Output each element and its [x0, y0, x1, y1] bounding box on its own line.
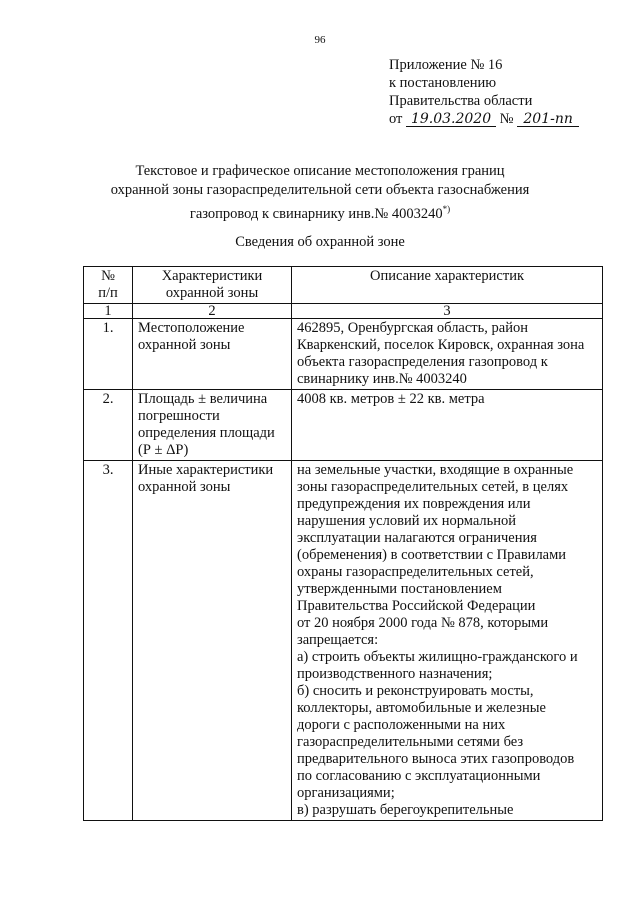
appendix-title: Приложение № 16 — [389, 57, 503, 73]
description-line: по согласованию с эксплуатационными — [297, 768, 541, 784]
header-number — [84, 267, 133, 304]
row-description — [292, 319, 603, 390]
table-row — [84, 461, 603, 821]
from-label: от — [389, 111, 403, 127]
column-number-3: 3 — [292, 304, 603, 319]
description-line: свинарнику инв.№ 4003240 — [297, 371, 467, 387]
row-index: 2. — [84, 390, 133, 461]
row-index: 1. — [84, 319, 133, 390]
description-line: организациями; — [297, 785, 395, 801]
description-line: предупреждения их повреждения или — [297, 496, 531, 512]
table-row — [84, 319, 603, 390]
characteristic-line: погрешности — [138, 408, 220, 424]
description-line: 462895, Оренбургская область, район — [297, 320, 528, 336]
row-characteristic — [133, 390, 292, 461]
description-line: производственного назначения; — [297, 666, 493, 682]
protection-zone-table — [83, 266, 603, 821]
description-line: от 20 ноября 2000 года № 878, которыми — [297, 615, 549, 631]
number-label: № — [499, 111, 514, 127]
column-number-row — [84, 304, 603, 319]
description-line: запрещается: — [297, 632, 379, 648]
description-line: предварительного выноса этих газопроводов — [297, 751, 575, 767]
row-characteristic — [133, 461, 292, 821]
characteristic-line: Местоположение — [138, 320, 245, 336]
column-number-1: 1 — [84, 304, 133, 319]
description-line: Правительства Российской Федерации — [297, 598, 536, 614]
header-number-line-2: п/п — [98, 285, 118, 301]
description-line: а) строить объекты жилищно-гражданского и — [297, 649, 578, 665]
description-line: дороги с расположенными на них — [297, 717, 506, 733]
description-line: Кваркенский, поселок Кировск, охранная зона — [297, 337, 585, 353]
description-line: охраны газораспределительных сетей, — [297, 564, 534, 580]
title-line-3 — [60, 200, 580, 224]
header-characteristics-line-1: Характеристики — [161, 268, 263, 284]
row-index: 3. — [84, 461, 133, 821]
description-line: объекта газораспределения газопровод к — [297, 354, 548, 370]
header-characteristics — [133, 267, 292, 304]
description-line: утвержденными постановлением — [297, 581, 502, 597]
appendix-date-line — [389, 110, 579, 128]
description-line: газораспределительными сетями без — [297, 734, 524, 750]
title-line-2: охранной зоны газораспределительной сети объекта газоснабжения — [110, 182, 530, 198]
appendix-line-2: к постановлению — [389, 75, 497, 91]
characteristic-line: (Р ± ΔР) — [138, 442, 189, 458]
document-title — [60, 162, 580, 224]
title-line-1: Текстовое и графическое описание местоположения границ — [135, 163, 505, 179]
description-line: нарушения условий их нормальной — [297, 513, 517, 529]
description-line: зоны газораспределительных сетей, в целях — [297, 479, 569, 495]
section-title: Сведения об охранной зоне — [235, 234, 405, 250]
header-description: Описание характеристик — [292, 267, 603, 304]
characteristic-line: Иные характеристики — [138, 462, 274, 478]
table-header-row — [84, 267, 603, 304]
header-characteristics-line-2: охранной зоны — [165, 285, 259, 301]
description-line: на земельные участки, входящие в охранные — [297, 462, 574, 478]
description-line: б) сносить и реконструировать мосты, — [297, 683, 534, 699]
row-description — [292, 390, 603, 461]
column-number-2: 2 — [133, 304, 292, 319]
description-line: 4008 кв. метров ± 22 кв. метра — [297, 391, 485, 407]
characteristic-line: охранной зоны — [138, 479, 231, 495]
description-line: коллекторы, автомобильные и железные — [297, 700, 546, 716]
header-number-line-1: № — [101, 268, 115, 284]
handwritten-date: 19.03.2020 — [406, 112, 496, 127]
page-number: 96 — [314, 34, 326, 46]
row-description — [292, 461, 603, 821]
description-line: в) разрушать берегоукрепительные — [297, 802, 514, 818]
appendix-line-3: Правительства области — [389, 93, 533, 109]
appendix-block — [389, 56, 579, 128]
title-line-3-text: газопровод к свинарнику инв.№ 4003240 — [189, 205, 443, 222]
characteristic-line: охранной зоны — [138, 337, 231, 353]
handwritten-number: 201-пп — [517, 112, 579, 127]
characteristic-line: Площадь ± величина — [138, 391, 268, 407]
description-line: эксплуатации налагаются ограничения — [297, 530, 537, 546]
footnote-mark: *) — [442, 204, 451, 214]
table-row — [84, 390, 603, 461]
characteristic-line: определения площади — [138, 425, 275, 441]
description-line: (обременения) в соответствии с Правилами — [297, 547, 567, 563]
row-characteristic — [133, 319, 292, 390]
